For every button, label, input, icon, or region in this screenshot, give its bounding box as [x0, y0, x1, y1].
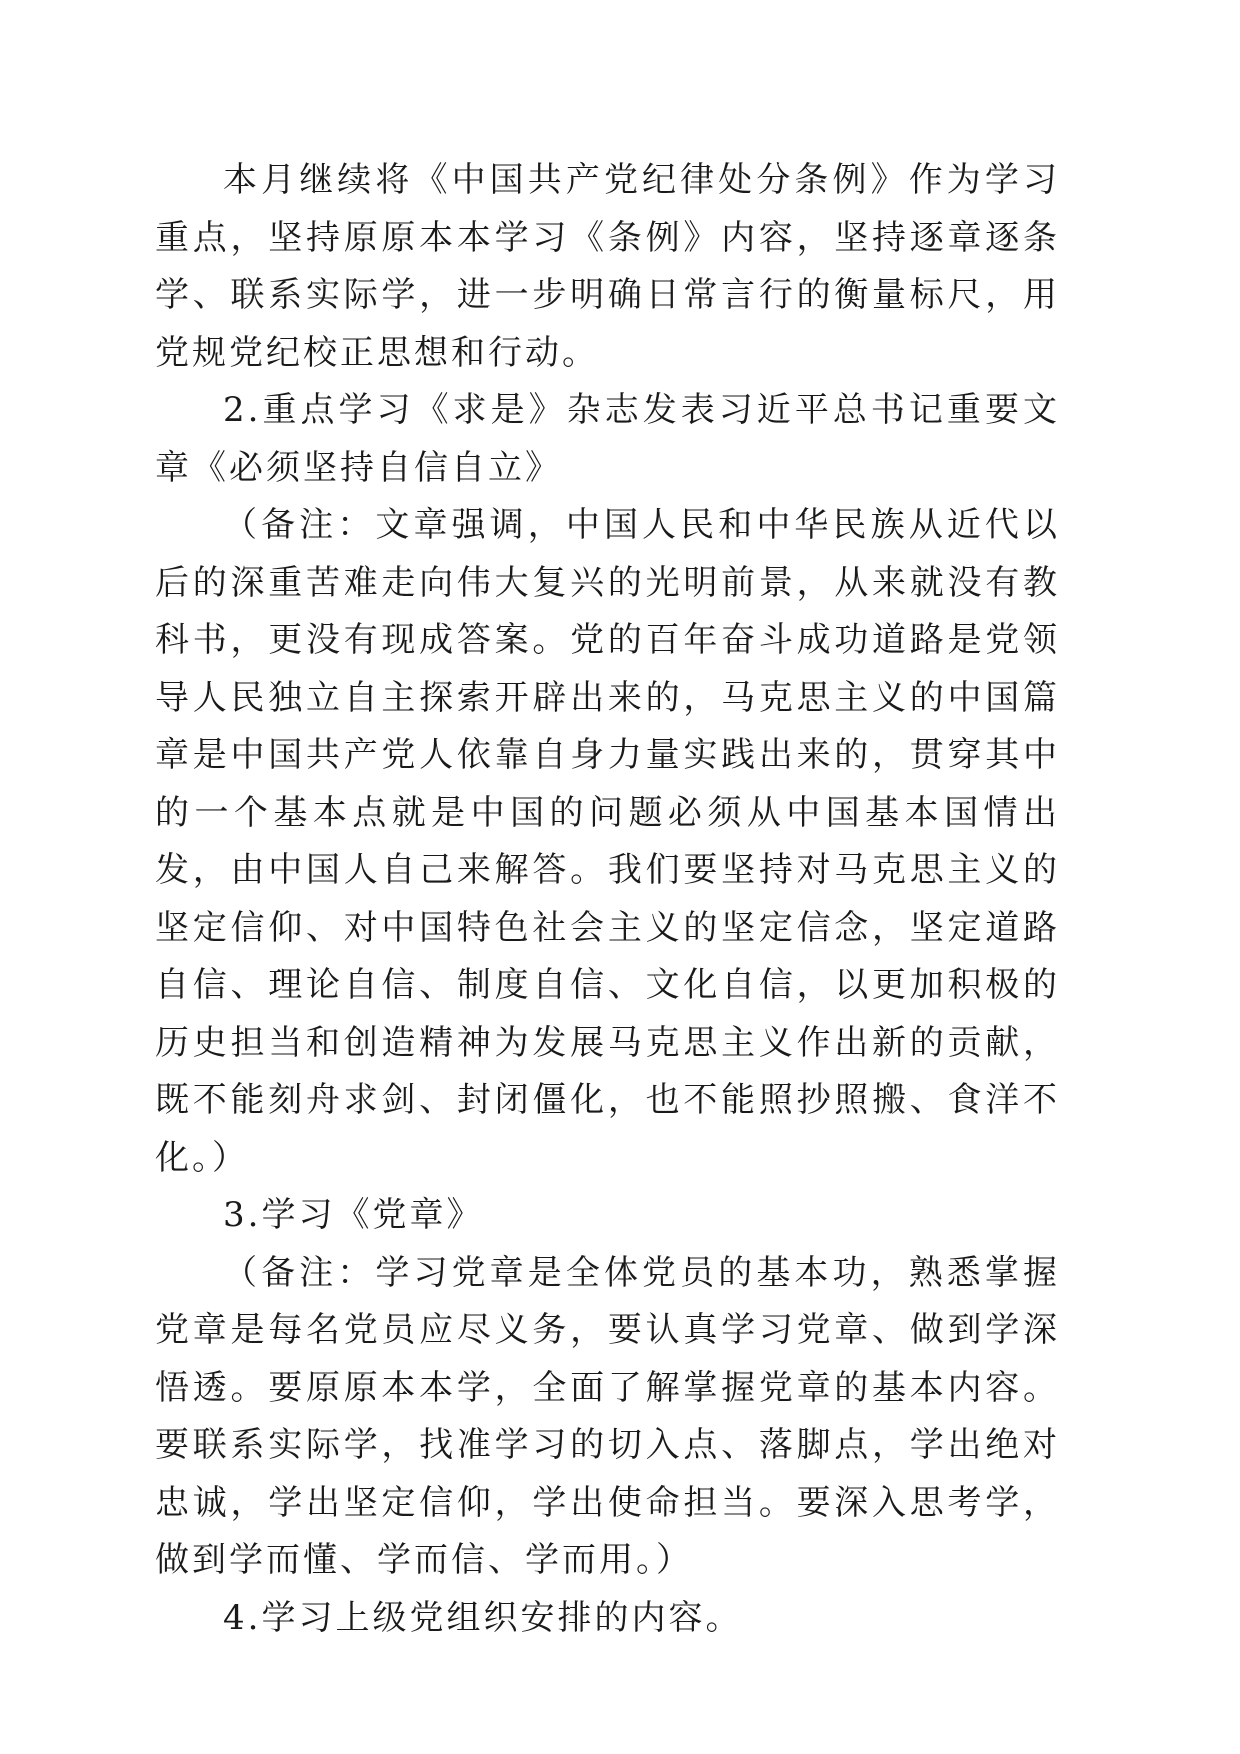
paragraph-item-2-heading: 2.重点学习《求是》杂志发表习近平总书记重要文章《必须坚持自信自立》 [155, 390, 1060, 488]
paragraph-study-regulations: 本月继续将《中国共产党纪律处分条例》作为学习重点，坚持原原本本学习《条例》内容，坚持逐章逐条学、联系实际学，进一步明确日常言行的衡量标尺，用党规党纪校正思想和行动。 [155, 160, 1060, 373]
document-body [155, 152, 1060, 1647]
paragraph-item-4: 4.学习上级党组织安排的内容。 [223, 1597, 743, 1638]
paragraph-item-3-note: （备注：学习党章是全体党员的基本功，熟悉掌握党章是每名党员应尽义务，要认真学习党章、做到学深悟透。要原原本本学，全面了解掌握党章的基本内容。要联系实际学，找准学习的切入点、落脚点，学出绝对忠诚，学出坚定信仰，学出使命担当。要深入思考学，做到学而懂、学而信、学而用。） [155, 1252, 1060, 1580]
paragraph-item-3-heading: 3.学习《党章》 [223, 1195, 484, 1235]
paragraph-item-2-note: （备注：文章强调，中国人民和中华民族从近代以后的深重苦难走向伟大复兴的光明前景，从来就没有教科书，更没有现成答案。党的百年奋斗成功道路是党领导人民独立自主探索开辟出来的，马克思主义的中国篇章是中国共产党人依靠自身力量实践出来的，贯穿其中的一个基本点就是中国的问题必须从中国基本国情出发，由中国人自己来解答。我们要坚持对马克思主义的坚定信仰、对中国特色社会主义的坚定信念，坚定道路自信、理论自信、制度自信、文化自信，以更加积极的历史担当和创造精神为发展马克思主义作出新的贡献，既不能刻舟求剑、封闭僵化，也不能照抄照搬、食洋不化。） [155, 505, 1060, 1178]
